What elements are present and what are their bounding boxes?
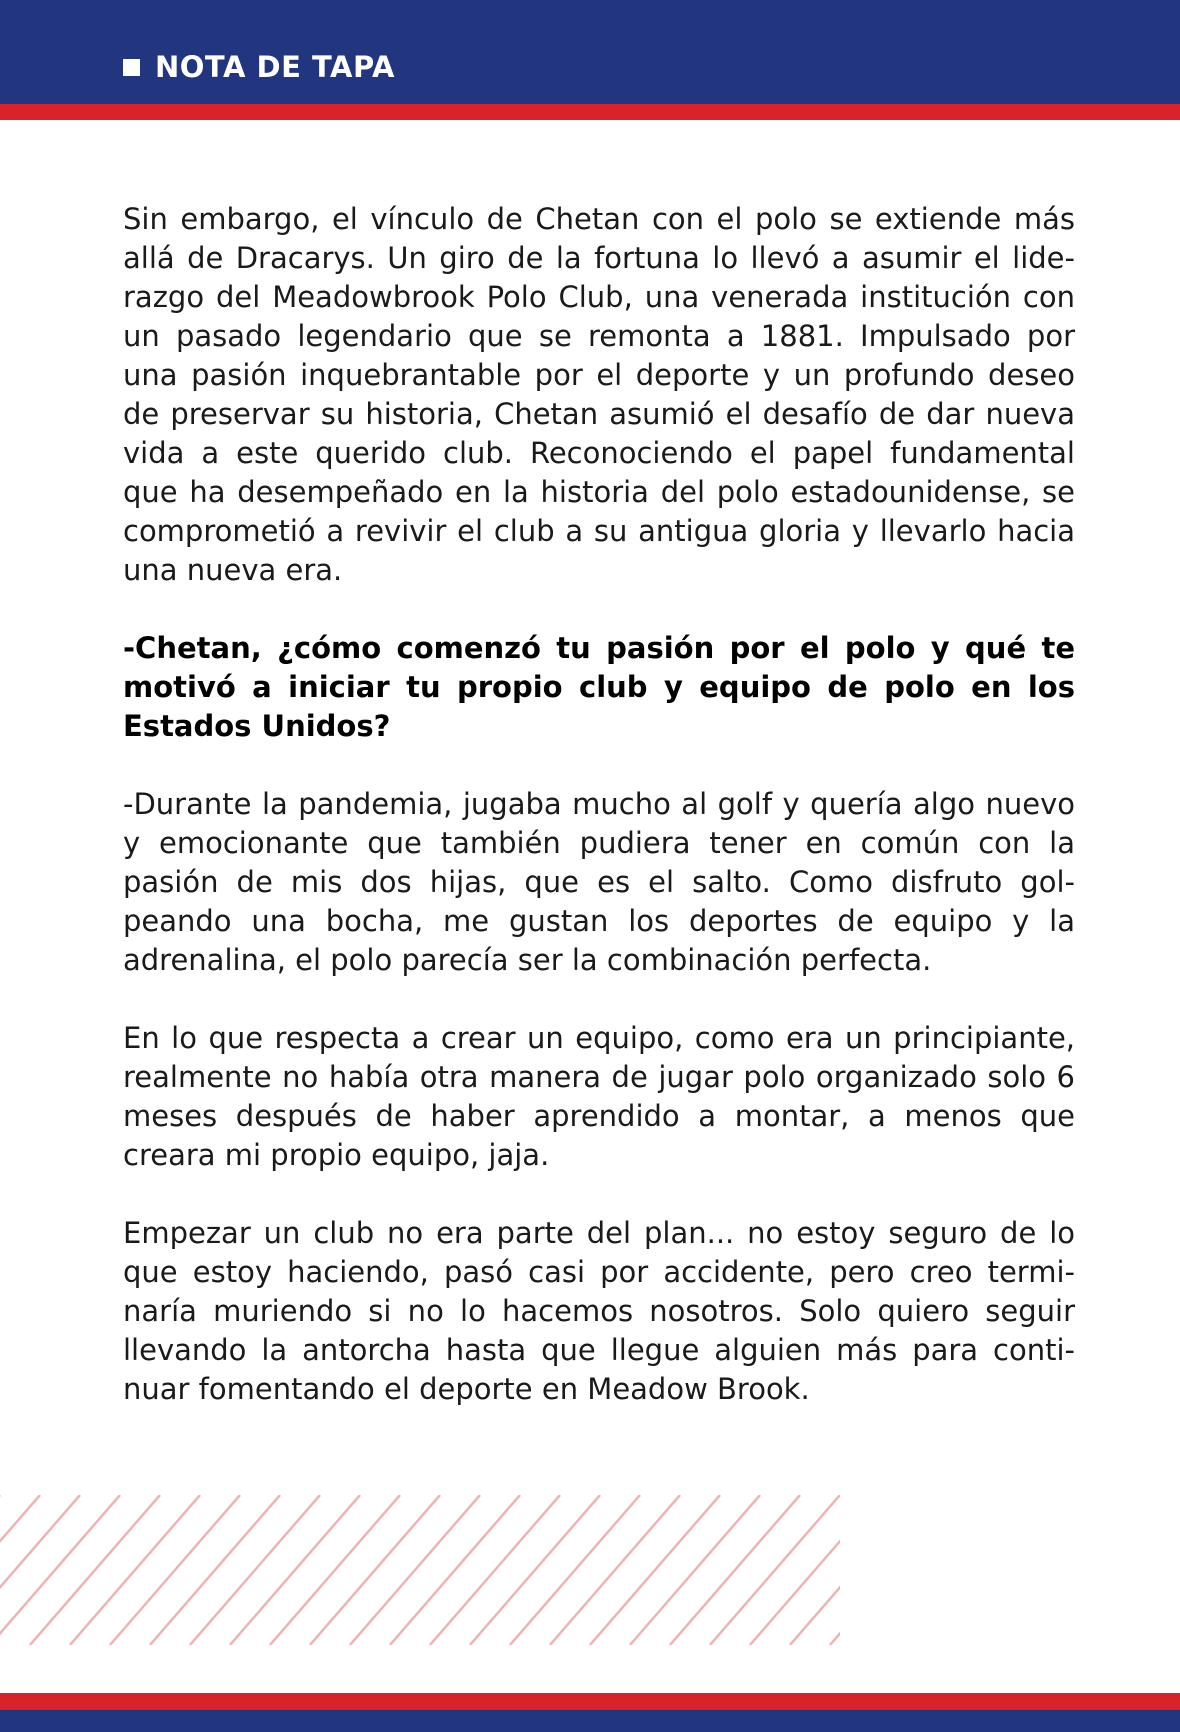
hatch-line (110, 1495, 240, 1645)
hatch-line (270, 1495, 400, 1645)
hatch-line (590, 1495, 720, 1645)
footer-red-stripe (0, 1693, 1180, 1710)
section-label (123, 50, 395, 84)
hatch-line (470, 1495, 600, 1645)
hatch-line (30, 1495, 160, 1645)
hatch-line (150, 1495, 280, 1645)
hatch-line (310, 1495, 440, 1645)
article-body (123, 200, 1075, 1448)
hatch-line (0, 1495, 40, 1645)
paragraph-intro: Sin embargo, el vínculo de Chetan con el polo se extiende más allá de Dracarys. Un giro de la fortuna lo llevó a asumir el liderazgo del Meadowbrook Polo Club, una venerada institución con un pasado legendario que se remonta a 1881. Impulsado por una pasión inquebrantable por el deporte y un profundo deseo de preservar su historia, Chetan asumió el desafío de dar nueva vida a este querido club. Reconociendo el papel fundamental que ha desempeñado en la historia del polo estadounidense, se comprometió a revivir el club a su antigua gloria y llevarlo hacia una nueva era. (123, 202, 1075, 587)
hatch-line (710, 1495, 840, 1645)
hatch-line (510, 1495, 640, 1645)
footer-band (0, 1710, 1180, 1732)
hatch-line (550, 1495, 680, 1645)
decorative-hatch-pattern (0, 1495, 840, 1645)
hatch-line (0, 1495, 80, 1645)
hatch-line (670, 1495, 800, 1645)
hatch-line (630, 1495, 760, 1645)
hatch-line (390, 1495, 520, 1645)
hatch-line (430, 1495, 560, 1645)
answer-paragraph-2: En lo que respecta a crear un equipo, como era un principiante, realmente no había otra manera de jugar polo organizado solo 6 meses después de haber aprendido a montar, a menos que creara mi propio equipo, jaja. (123, 1021, 1075, 1172)
hatch-line (750, 1495, 840, 1645)
hatch-line (350, 1495, 480, 1645)
hatch-line (190, 1495, 320, 1645)
answer-paragraph-3: Empezar un club no era parte del plan... no estoy seguro de lo que estoy haciendo, pasó casi por accidente, pero creo terminaría muriendo si no lo hacemos nosotros. Solo quiero seguir llevando la antorcha hasta que llegue alguien más para continuar fomentando el deporte en Meadow Brook. (123, 1216, 1075, 1406)
answer-paragraph-1: -Durante la pandemia, jugaba mucho al golf y quería algo nuevo y emocionante que también pudiera tener en común con la pasión de mis dos hijas, que es el salto. Como disfruto golpeando una bocha, me gustan los deportes de equipo y la adrenalina, el polo parecía ser la combinación perfecta. (123, 787, 1075, 977)
hatch-line (830, 1495, 840, 1645)
square-icon (123, 59, 140, 76)
section-label-text: NOTA DE TAPA (155, 50, 395, 84)
hatch-line (230, 1495, 360, 1645)
interview-question: -Chetan, ¿cómo comenzó tu pasión por el polo y qué te motivó a iniciar tu propio club y equipo de polo en los Estados Unidos? (123, 631, 1075, 743)
header-red-stripe (0, 104, 1180, 120)
hatch-line (70, 1495, 200, 1645)
